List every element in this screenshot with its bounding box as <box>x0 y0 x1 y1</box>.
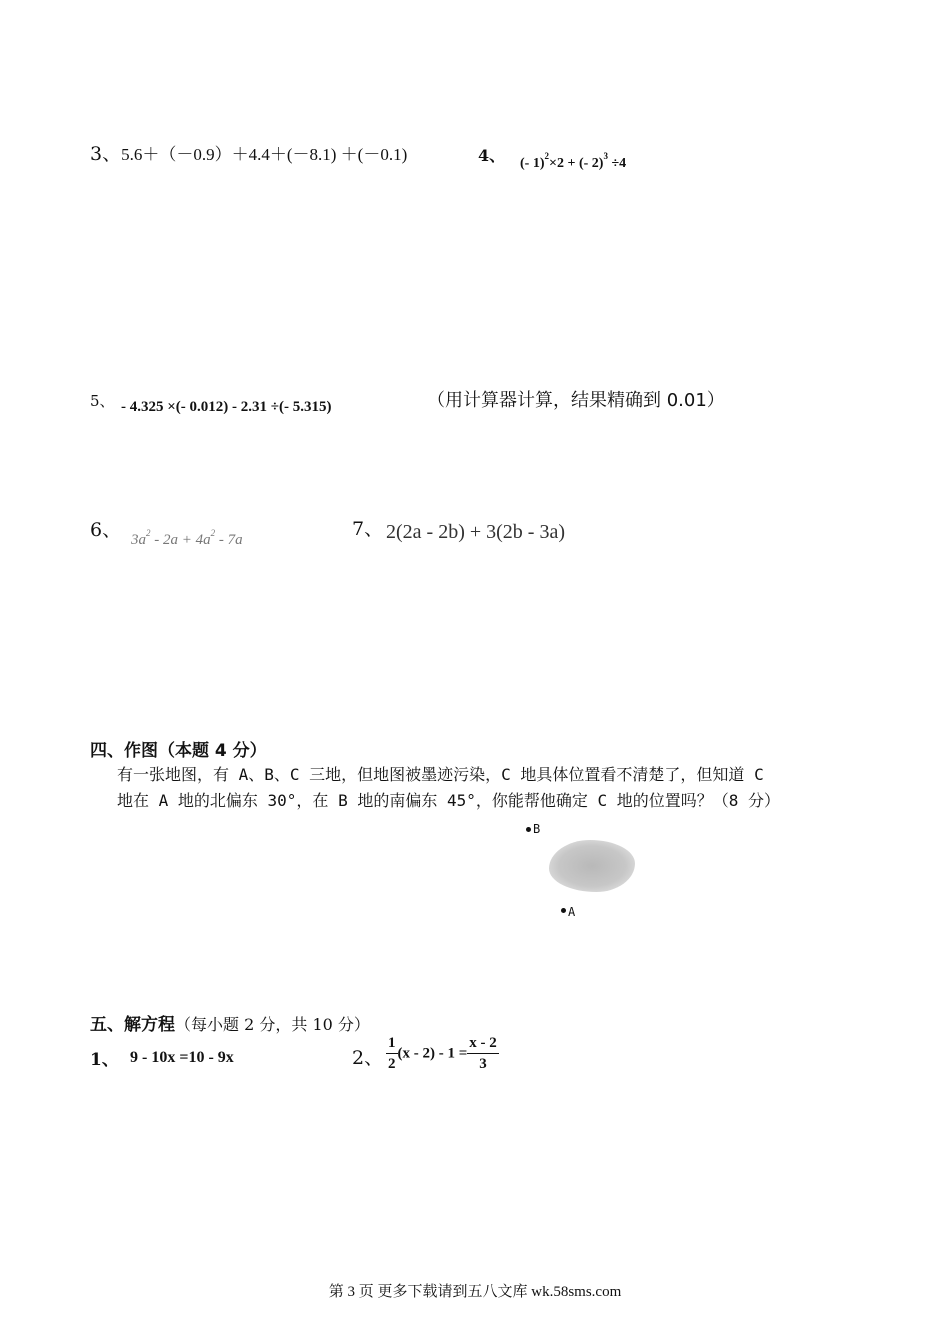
question-3-label: 3、 <box>90 143 122 165</box>
section-4-text-line-2: 地在 A 地的北偏东 30°，在 B 地的南偏东 45°，你能帮他确定 C 地的位置吗？（8 分） <box>117 791 781 810</box>
section-4-heading: 四、作图（本题 4 分） <box>90 741 267 761</box>
point-a-label: A <box>568 905 576 919</box>
equation-2-label: 2、 <box>352 1047 384 1069</box>
question-7-label: 7、 <box>352 518 384 540</box>
equation-1-expression: 9 - 10x =10 - 9x <box>130 1049 234 1066</box>
question-5-instruction: （用计算器计算，结果精确到 0.01） <box>427 390 725 411</box>
section-5-title: 五、解方程 <box>90 1015 175 1035</box>
question-7-expression: 2(2a - 2b) + 3(2b - 3a) <box>386 521 565 543</box>
question-4-expression: (- 1)$^2$×2 + (- 2)$^3$ ÷4 <box>520 151 627 171</box>
point-b-label: B <box>533 822 541 836</box>
question-5-label: 5、 <box>90 392 115 410</box>
question-4-label: 4、 <box>478 146 506 165</box>
equation-2-fraction-rhs: $\frac{x - 2}{3}$ <box>469 1035 497 1072</box>
point-b-dot <box>526 827 531 832</box>
equation-2-expression: $\frac{1}{2}$ (x - 2) - 1 = $\frac{x - 2}{3}$ <box>388 1035 497 1072</box>
question-3-expression: 5.6＋（－0.9）＋4.4＋(－8.1) ＋(－0.1) <box>121 145 408 164</box>
ink-blot <box>549 840 635 892</box>
equation-1-label: 1、 <box>90 1050 119 1070</box>
question-6-label: 6、 <box>90 519 122 541</box>
question-3 <box>90 139 407 166</box>
question-6-expression: $3a^2 - 2a + 4a^2 - 7a$ <box>131 528 243 548</box>
section-4-text-line-1: 有一张地图，有 A、B、C 三地，但地图被墨迹污染，C 地具体位置看不清楚了，但知道 C <box>117 765 764 784</box>
page-footer: 第 3 页 更多下载请到五八文库 wk.58sms.com <box>328 1284 622 1300</box>
point-a-dot <box>561 908 566 913</box>
section-5-note: （每小题 2 分，共 10 分） <box>175 1015 370 1034</box>
equation-2-fraction-half: $\frac{1}{2}$ <box>388 1035 396 1072</box>
question-5-expression: - 4.325 ×(- 0.012) - 2.31 ÷(- 5.315) <box>121 399 332 415</box>
section-5-heading <box>90 1010 370 1035</box>
